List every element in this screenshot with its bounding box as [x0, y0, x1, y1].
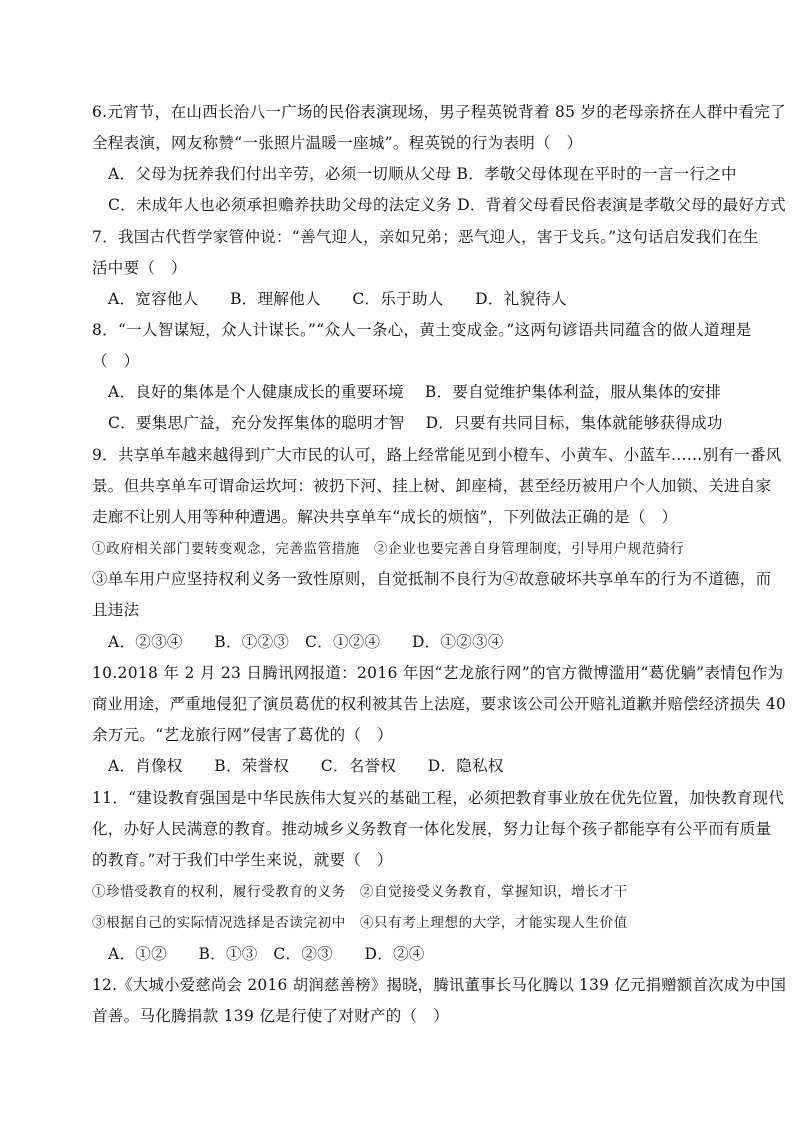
- q9-stem-line-1: 9．共享单车越来越得到广大市民的认可，路上经常能见到小橙车、小黄车、小蓝车……别有一番风: [92, 446, 782, 464]
- q9-statements-cont: 且违法: [92, 601, 140, 619]
- q10-options: A．肖像权 B．荣誉权 C．名誉权 D．隐私权: [108, 757, 504, 775]
- q6-stem-line-2: 全程表演，网友称赞“一张照片温暖一座城”。程英锐的行为表明（ ）: [92, 134, 583, 152]
- q11-statements-1-2: ①珍惜受教育的权利，履行受教育的义务 ②自觉接受义务教育，掌握知识，增长才干: [92, 884, 628, 900]
- q12-stem-line-2: 首善。马化腾捐款 139 亿是行使了对财产的（ ）: [92, 1007, 449, 1025]
- q10-stem-line-1: 10.2018 年 2 月 23 日腾讯网报道：2016 年因“艺龙旅行网”的官方微博滥用“葛优躺”表情包作为: [92, 664, 784, 682]
- q8-stem-line-1: 8．“一人智谋短，众人计谋长。”“众人一条心，黄土变成金。”这两句谚语共同蕴含的做人道理是: [92, 321, 752, 339]
- q11-stem-line-2: 化，办好人民满意的教育。推动城乡义务教育一体化发展，努力让每个孩子都能享有公平而有质量: [92, 820, 772, 838]
- q6-stem-line-1: 6.元宵节，在山西长治八一广场的民俗表演现场，男子程英锐背着 85 岁的老母亲挤在人群中看完了: [92, 103, 786, 121]
- q7-stem-line-1: 7．我国古代哲学家管仲说：“善气迎人，亲如兄弟；恶气迎人，害于戈兵。”这句话启发我们在生: [92, 228, 759, 246]
- q8-options-ab: A．良好的集体是个人健康成长的重要环境 B．要自觉维护集体利益，服从集体的安排: [108, 383, 722, 401]
- q9-stem-line-2: 景。但共享单车可谓命运坎坷：被扔下河、挂上树、卸座椅，甚至经历被用户个人加锁、关进自家: [92, 477, 772, 495]
- q11-statements-3-4: ③根据自己的实际情况选择是否读完初中 ④只有考上理想的大学，才能实现人生价值: [92, 915, 628, 931]
- q7-options: A．宽容他人 B．理解他人 C．乐于助人 D．礼貌待人: [108, 290, 567, 308]
- q8-options-cd: C．要集思广益，充分发挥集体的聪明才智 D．只要有共同目标，集体就能够获得成功: [108, 414, 723, 432]
- q9-stem-line-3: 走廊不让别人用等种种遭遇。解决共享单车“成长的烦恼”，下列做法正确的是（ ）: [92, 508, 678, 526]
- q9-statements-3-4: ③单车用户应坚持权利义务一致性原则，自觉抵制不良行为④故意破坏共享单车的行为不道德，而: [92, 570, 772, 588]
- q11-stem-line-1: 11．“建设教育强国是中华民族伟大复兴的基础工程，必须把教育事业放在优先位置，加快教育现代: [92, 789, 785, 807]
- q9-statements-1-2: ①政府相关部门要转变观念，完善监管措施 ②企业也要完善自身管理制度，引导用户规范骑行: [92, 541, 685, 557]
- q12-stem-line-1: 12.《大城小爱慈尚会 2016 胡润慈善榜》揭晓，腾讯董事长马化腾以 139 亿元捐赠额首次成为中国: [92, 976, 787, 994]
- q6-options-ab: A．父母为抚养我们付出辛劳，必须一切顺从父母 B．孝敬父母体现在平时的一言一行之中: [108, 165, 737, 183]
- q10-stem-line-3: 余万元。“艺龙旅行网”侵害了葛优的（ ）: [92, 726, 393, 744]
- q8-stem-line-2: （ ）: [92, 352, 140, 370]
- q11-options: A．①② B．①③ C．②③ D．②④: [108, 945, 425, 963]
- q6-options-cd: C．未成年人也必须承担赡养扶助父母的法定义务 D．背着父母看民俗表演是孝敬父母的最好方式: [108, 196, 786, 214]
- q10-stem-line-2: 商业用途，严重地侵犯了演员葛优的权利被其告上法庭，要求该公司公开赔礼道歉并赔偿经济损失 40: [92, 695, 786, 713]
- q7-stem-line-2: 活中要（ ）: [92, 259, 187, 277]
- q9-options: A．②③④ B．①②③ C．①②④ D．①②③④: [108, 633, 504, 651]
- q11-stem-line-3: 的教育。”对于我们中学生来说，就要（ ）: [92, 851, 393, 869]
